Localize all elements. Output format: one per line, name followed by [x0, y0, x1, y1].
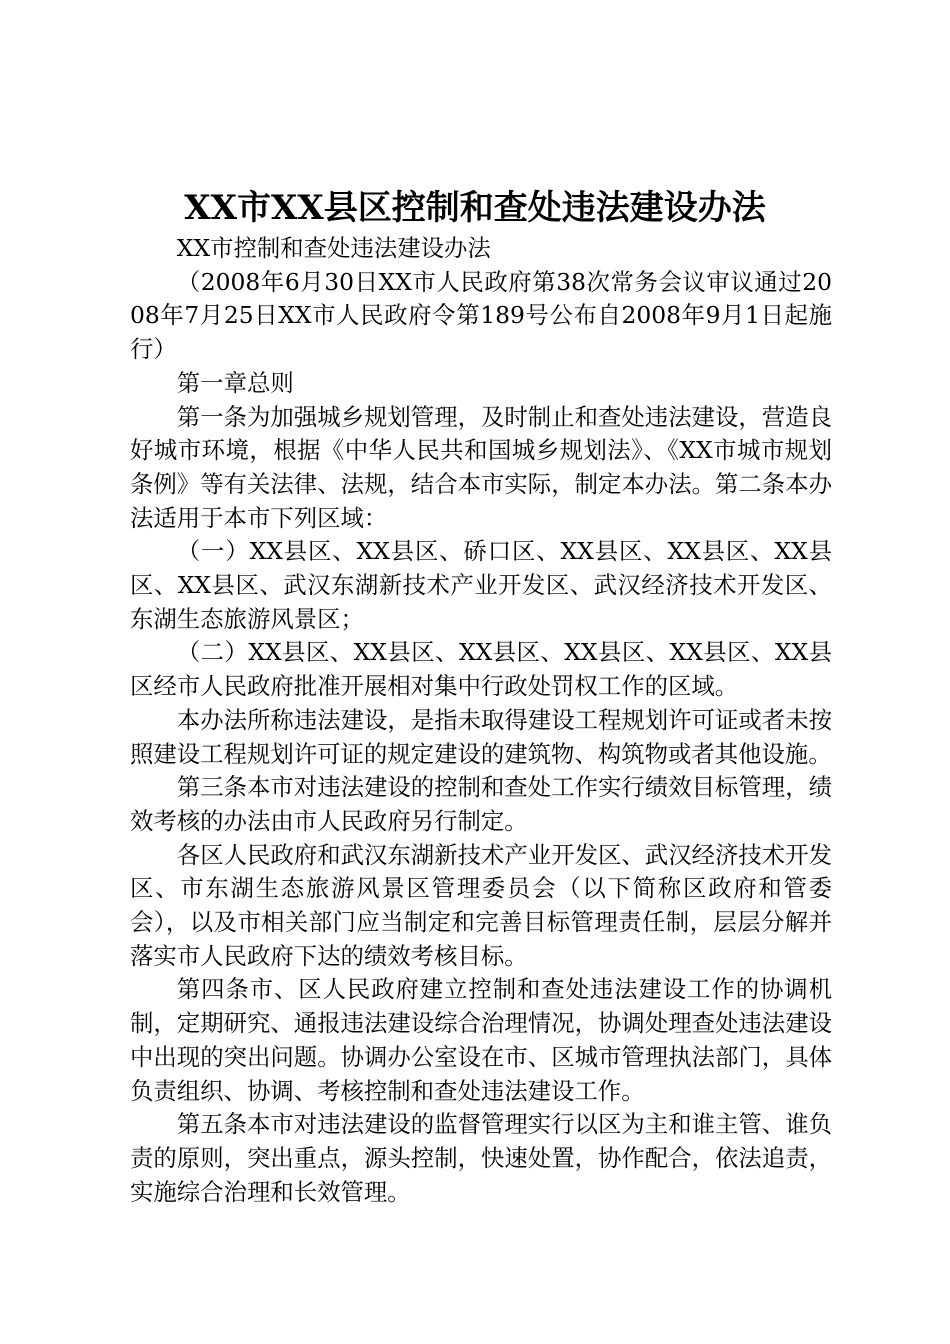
paragraph-article-3: 第三条本市对违法建设的控制和查处工作实行绩效目标管理，绩效考核的办法由市人民政府另行制定。 [130, 773, 832, 835]
paragraph-article-3-detail: 各区人民政府和武汉东湖新技术产业开发区、武汉经济技术开发区、市东湖生态旅游风景区管理委员会（以下简称区政府和管委会），以及市相关部门应当制定和完善目标管理责任制，层层分解并落实市人民政府下达的绩效考核目标。 [130, 840, 832, 970]
paragraph-item-2: （二）XX县区、XX县区、XX县区、XX县区、XX县区、XX县区经市人民政府批准开展相对集中行政处罚权工作的区域。 [130, 638, 832, 701]
paragraph-chapter-heading: 第一章总则 [176, 368, 294, 397]
paragraph-enactment-note: （2008年6月30日XX市人民政府第38次常务会议审议通过2008年7月25日XX市人民政府令第189号公布自2008年9月1日起施行） [130, 267, 832, 364]
document-title: XX市XX县区控制和查处违法建设办法 [184, 188, 766, 228]
document-body [130, 232, 832, 1209]
paragraph-article-5: 第五条本市对违法建设的监督管理实行以区为主和谁主管、谁负责的原则，突出重点，源头控制，快速处置，协作配合，依法追责，实施综合治理和长效管理。 [130, 1110, 832, 1206]
paragraph-item-1: （一）XX县区、XX县区、硚口区、XX县区、XX县区、XX县区、XX县区、武汉东湖新技术产业开发区、武汉经济技术开发区、东湖生态旅游风景区； [130, 537, 832, 633]
paragraph-article-4: 第四条市、区人民政府建立控制和查处违法建设工作的协调机制，定期研究、通报违法建设综合治理情况，协调处理查处违法建设中出现的突出问题。协调办公室设在市、区城市管理执法部门，具体负责组织、协调、考核控制和查处违法建设工作。 [130, 975, 832, 1105]
paragraph-definition: 本办法所称违法建设，是指未取得建设工程规划许可证或者未按照建设工程规划许可证的规定建设的建筑物、构筑物或者其他设施。 [130, 705, 832, 768]
paragraph-subtitle: XX市控制和查处违法建设办法 [176, 234, 491, 262]
paragraph-article-1-2: 第一条为加强城乡规划管理，及时制止和查处违法建设，营造良好城市环境，根据《中华人民共和国城乡规划法》、《XX市城市规划条例》等有关法律、法规，结合本市实际，制定本办法。第二条本办法适用于本市下列区域： [130, 402, 832, 532]
